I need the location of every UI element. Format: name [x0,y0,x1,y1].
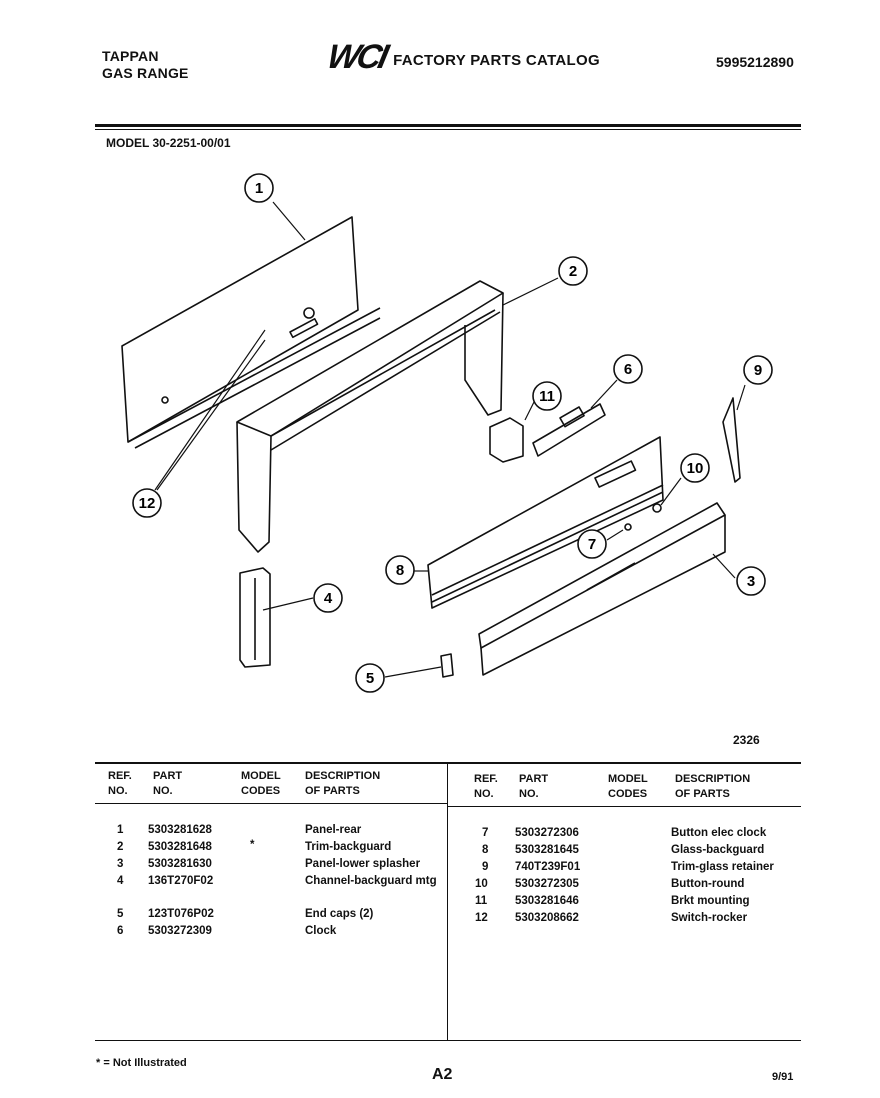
callout-3 [737,567,765,595]
ref-cell: 12 [475,912,488,924]
header-rule [95,124,801,127]
header-rule-thin [95,129,801,130]
part-cell: 5303281630 [148,858,212,870]
part-cell: 5303281646 [515,895,579,907]
code-cell: * [250,839,255,851]
ref-cell: 9 [482,861,489,873]
part-cell: 136T270F02 [148,875,214,887]
desc-cell: Panel-rear [305,824,362,836]
desc-cell: Panel-lower splasher [305,858,421,870]
desc-cell: Channel-backguard mtg [305,875,437,887]
part-glass-retainer [723,398,740,482]
col-part-left: PART NO. [153,770,183,797]
callout-4 [314,584,342,612]
callout-11 [533,382,561,410]
part-cell: 5303208662 [515,912,579,924]
col-desc-left: DESCRIPTION OF PARTS [305,770,381,797]
part-end-cap [441,654,453,677]
desc-cell: Brkt mounting [671,895,750,907]
part-cell: 5303272306 [515,827,579,839]
model-number: MODEL 30-2251-00/01 [106,136,231,150]
ref-cell: 7 [482,827,489,839]
callout-2 [559,257,587,285]
product-type: GAS RANGE [102,65,189,81]
col-codes-right: MODEL CODES [608,773,648,800]
svg-text:8: 8 [395,562,405,579]
callout-1 [245,174,273,202]
ref-cell: 8 [482,844,489,856]
part-cell: 5303281628 [148,824,212,836]
svg-text:12: 12 [138,495,156,512]
exploded-parts-diagram [95,160,801,720]
ref-cell: 11 [475,895,488,907]
callouts [133,174,772,692]
svg-text:6: 6 [623,361,633,378]
callout-10 [681,454,709,482]
brand-name: TAPPAN [102,48,159,64]
table-center-rule [447,762,448,1040]
part-cell: 123T076P02 [148,908,214,920]
desc-cell: Trim-backguard [305,841,392,853]
document-number: 5995212890 [716,54,794,70]
desc-cell: End caps (2) [305,908,374,920]
part-cell: 5303272309 [148,925,212,937]
part-cell: 5303272305 [515,878,579,890]
callout-9 [744,356,772,384]
table-top-rule [95,762,801,764]
part-channel [240,568,270,667]
ref-cell: 3 [117,858,124,870]
brand-block [102,48,189,82]
col-codes-left: MODEL CODES [241,770,281,797]
part-mounting-bracket [490,418,523,462]
col-ref-left: REF. NO. [108,770,132,797]
svg-text:10: 10 [686,460,704,477]
part-cell: 740T239F01 [515,861,581,873]
desc-cell: Button-round [671,878,745,890]
table-header-rule-right [448,806,801,807]
svg-text:11: 11 [539,388,555,405]
logo-block [323,38,600,76]
page-number: A2 [432,1066,453,1083]
callout-8 [386,556,414,584]
part-cell: 5303281645 [515,844,579,856]
part-button-clock [625,524,631,530]
diagram-code: 2326 [733,733,760,747]
svg-text:5: 5 [365,670,375,687]
ref-cell: 1 [117,824,124,836]
callout-12 [133,489,161,517]
svg-text:2: 2 [568,263,578,280]
ref-cell: 4 [117,875,124,887]
svg-text:9: 9 [753,362,763,379]
ref-cell: 10 [475,878,488,890]
table-header-rule-left [95,803,447,804]
col-ref-right: REF. NO. [474,773,498,800]
catalog-title: FACTORY PARTS CATALOG [393,51,600,69]
col-desc-right: DESCRIPTION OF PARTS [675,773,751,800]
desc-cell: Glass-backguard [671,844,765,856]
issue-date: 9/91 [772,1071,794,1083]
svg-text:7: 7 [587,536,597,553]
desc-cell: Trim-glass retainer [671,861,774,873]
col-part-right: PART NO. [519,773,549,800]
callout-7 [578,530,606,558]
ref-cell: 2 [117,841,124,853]
footnote: * = Not Illustrated [96,1057,187,1069]
table-bottom-rule [95,1040,801,1041]
ref-cell: 6 [117,925,124,937]
svg-text:3: 3 [746,573,756,590]
desc-cell: Button elec clock [671,827,767,839]
part-clock [533,404,605,456]
desc-cell: Switch-rocker [671,912,748,924]
callout-5 [356,664,384,692]
wci-logo: WCI [323,38,390,76]
part-button-round [653,504,661,512]
part-cell: 5303281648 [148,841,212,853]
part-glass-backguard [428,437,663,608]
desc-cell: Clock [305,925,337,937]
svg-text:1: 1 [254,180,264,197]
part-trim-backguard [237,281,503,552]
svg-text:4: 4 [323,590,333,607]
ref-cell: 5 [117,908,124,920]
callout-6 [614,355,642,383]
